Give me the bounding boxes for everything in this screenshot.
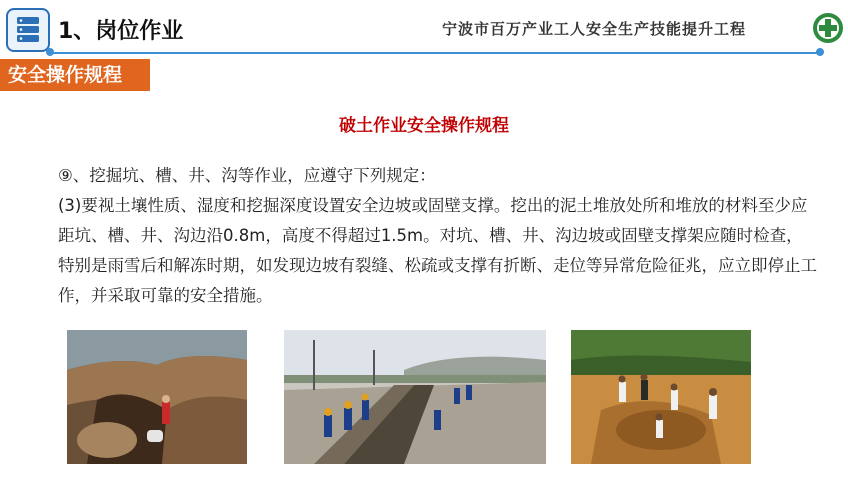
project-name: 宁波市百万产业工人安全生产技能提升工程	[442, 20, 747, 38]
document-title: 破土作业安全操作规程	[339, 116, 509, 136]
photo-dig-site	[571, 330, 751, 464]
document-body	[58, 161, 818, 311]
regulation-paragraph: (3)要视土壤性质、湿度和挖掘深度设置安全边坡或固壁支撑。挖出的泥土堆放处所和堆放的材料至少应距坑、槽、井、沟边沿0.8m，高度不得超过1.5m。对坑、槽、井、沟边坡或固壁支撑架应随时检查，特别是雨雪后和解冻时期，如发现边坡有裂缝、松疏或支撑有折断、走位等异常危险征兆，应立即停止工作，并采取可靠的安全措施。	[58, 196, 817, 305]
divider-dot-right	[816, 48, 824, 56]
page-header	[0, 0, 848, 60]
item-intro: ⑨、挖掘坑、槽、井、沟等作业，应遵守下列规定：	[58, 166, 436, 185]
section-title: 1、岗位作业	[58, 19, 184, 44]
divider-dot-left	[46, 48, 54, 56]
server-stack-icon	[6, 8, 50, 52]
header-divider	[50, 52, 820, 54]
safety-cross-emblem-icon	[812, 12, 844, 44]
photo-trench-workers	[284, 330, 546, 464]
photo-excavation-pit	[67, 330, 247, 464]
category-tag: 安全操作规程	[0, 59, 150, 91]
